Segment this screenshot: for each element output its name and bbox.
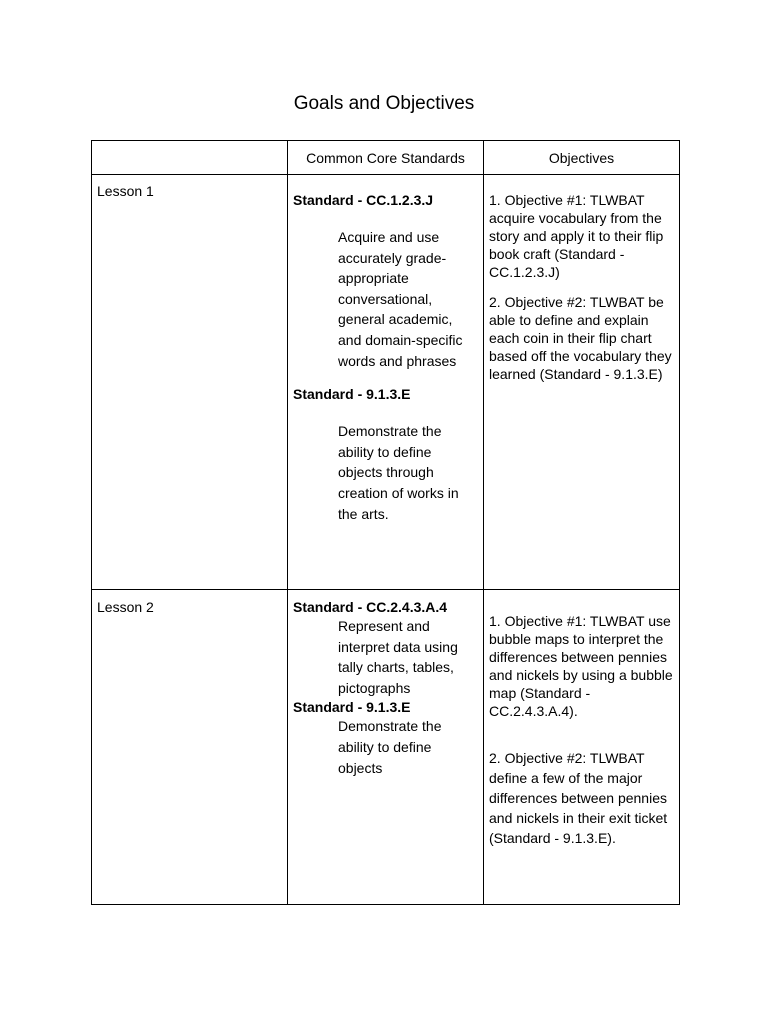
lesson-label: Lesson 2 (97, 599, 154, 615)
lesson-cell (92, 175, 288, 590)
objective-item: 2. Objective #2: TLWBAT be able to define and explain each coin in their flip chart based off the vocabulary they learned (Standard - 9.1.3.E) (489, 294, 672, 382)
standards-cell (288, 175, 484, 590)
header-cell-lesson (92, 141, 288, 175)
objectives-cell (484, 175, 680, 590)
objective-item: 1. Objective #1: TLWBAT use bubble maps to interpret the differences between pennies and nickels by using a bubble map (Standard - CC.2.4.3.A.4). (489, 613, 673, 719)
standards-cell (288, 590, 484, 905)
standard-description: Demonstrate the ability to define objects (338, 718, 442, 776)
objective-item: 2. Objective #2: TLWBAT define a few of the major differences between pennies and nickels in their exit ticket (Standard - 9.1.3.E). (489, 750, 668, 846)
lesson-label: Lesson 1 (97, 183, 154, 199)
table-row-lesson-1 (92, 175, 680, 590)
standard-code: Standard - 9.1.3.E (293, 699, 411, 716)
standard-description: Acquire and use accurately grade-appropriate conversational, general academic, and domain-specific words and phrases (338, 229, 463, 369)
standard-code: Standard - CC.2.4.3.A.4 (293, 599, 448, 615)
standard-description: Demonstrate the ability to define objects through creation of works in the arts. (338, 423, 459, 522)
objectives-cell (484, 590, 680, 905)
objective-item: 1. Objective #1: TLWBAT acquire vocabulary from the story and apply it to their flip book craft (Standard - CC.1.2.3.J) (489, 192, 664, 280)
page-title: Goals and Objectives (293, 93, 475, 114)
header-cell-standards: Common Core Standards (288, 141, 484, 175)
standard-code: Standard - CC.1.2.3.J (293, 192, 434, 208)
standard-code: Standard - 9.1.3.E (293, 386, 411, 403)
goals-table (91, 140, 680, 905)
table-row-lesson-2 (92, 590, 680, 905)
lesson-cell (92, 590, 288, 905)
standard-description: Represent and interpret data using tally charts, tables, pictographs (338, 618, 458, 696)
header-row (92, 141, 680, 175)
header-cell-objectives: Objectives (484, 141, 680, 175)
